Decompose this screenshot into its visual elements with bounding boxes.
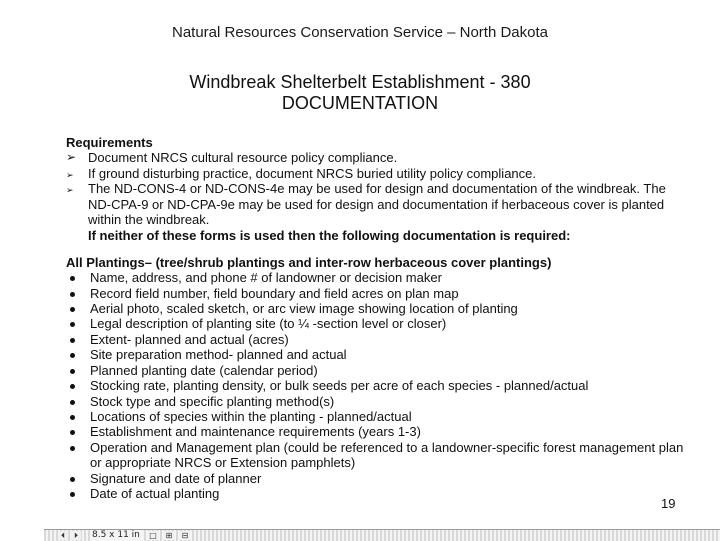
list-item [66, 181, 686, 227]
list-item [66, 270, 686, 285]
planting-item-text: Name, address, and phone # of landowner or decision maker [90, 270, 442, 286]
requirements-note: If neither of these forms is used then the following documentation is required: [88, 228, 571, 244]
requirements-heading: Requirements [66, 135, 153, 150]
requirement-text: Document NRCS cultural resource policy compliance. [88, 150, 398, 166]
title-line-2: DOCUMENTATION [281, 93, 439, 113]
bullet-icon [70, 384, 75, 389]
bullet-icon [70, 446, 75, 451]
bullet-icon [70, 353, 75, 358]
list-item [66, 440, 686, 471]
document-title [0, 72, 720, 114]
planting-item-text: Stocking rate, planting density, or bulk seeds per acre of each species - planned/actual [90, 378, 589, 394]
bullet-icon [70, 430, 75, 435]
list-item [66, 471, 686, 486]
page-size-indicator[interactable]: 8.5 x 11 in [90, 530, 144, 541]
plantings-list [66, 270, 686, 501]
arrow-bullet-icon: ➢ [66, 169, 74, 180]
planting-item-text: Date of actual planting [90, 485, 220, 501]
list-item [66, 378, 686, 393]
bullet-icon [70, 276, 75, 281]
page-number: 19 [661, 496, 676, 511]
planting-item-text: Extent- planned and actual (acres) [90, 331, 289, 347]
planting-item-text: Establishment and maintenance requirements (years 1-3) [90, 424, 421, 440]
arrow-bullet-icon: ➢ [66, 150, 77, 165]
bullet-icon [70, 338, 75, 343]
planting-item-text: Legal description of planting site (to ¼ -section level or closer) [90, 316, 447, 332]
bullet-icon [70, 477, 75, 482]
planting-item-text: Aerial photo, scaled sketch, or arc view image showing location of planting [90, 301, 518, 317]
bullet-icon [70, 322, 75, 327]
list-item [66, 316, 686, 331]
bullet-icon [70, 292, 75, 297]
list-item [66, 409, 686, 424]
planting-item-text: Site preparation method- planned and actual [90, 347, 347, 363]
page-nav-left-icon[interactable]: ⏴ [58, 531, 68, 540]
fit-page-icon[interactable]: ⊞ [165, 531, 173, 540]
bullet-icon [70, 492, 75, 497]
bullet-icon [70, 415, 75, 420]
plantings-heading [66, 255, 686, 270]
plantings-heading-subtitle: – (tree/shrub plantings and inter-row herbaceous cover plantings) [144, 254, 552, 270]
list-item [66, 363, 686, 378]
list-item [66, 150, 686, 165]
fit-width-icon[interactable]: ⊟ [181, 531, 189, 540]
page-nav-right-icon[interactable]: ⏵ [71, 531, 81, 540]
requirement-text: The ND-CONS-4 or ND-CONS-4e may be used for design and documentation of the windbreak. The ND-CPA-9 or ND-CPA-9e may be used for design and documentation if herbaceous cover is planted within the windbreak. [88, 181, 666, 228]
document-header: Natural Resources Conservation Service – North Dakota [171, 24, 548, 41]
list-item [66, 347, 686, 362]
list-item [66, 486, 686, 501]
arrow-bullet-icon: ➢ [66, 185, 74, 196]
list-item [66, 332, 686, 347]
list-item [66, 166, 686, 181]
list-item [66, 301, 686, 316]
list-item [66, 424, 686, 439]
list-item [66, 394, 686, 409]
planting-item-text: Signature and date of planner [90, 470, 262, 486]
planting-item-text: Stock type and specific planting method(s) [90, 393, 335, 409]
requirements-list [66, 150, 686, 227]
page-view-icon[interactable]: □ [149, 531, 157, 540]
planting-item-text: Operation and Management plan (could be referenced to a landowner-specific forest management plan or appropriate NRCS or Extension pamphlets) [90, 439, 684, 471]
bullet-icon [70, 369, 75, 374]
list-item [66, 286, 686, 301]
requirement-text: If ground disturbing practice, document NRCS buried utility policy compliance. [88, 165, 536, 181]
planting-item-text: Record field number, field boundary and field acres on plan map [90, 285, 459, 301]
planting-item-text: Planned planting date (calendar period) [90, 362, 318, 378]
bullet-icon [70, 307, 75, 312]
document-body [66, 135, 686, 501]
bullet-icon [70, 400, 75, 405]
planting-item-text: Locations of species within the planting - planned/actual [90, 408, 412, 424]
title-line-1: Windbreak Shelterbelt Establishment - 380 [189, 72, 531, 92]
plantings-heading-title: All Plantings [66, 254, 145, 270]
status-bar [44, 529, 720, 541]
